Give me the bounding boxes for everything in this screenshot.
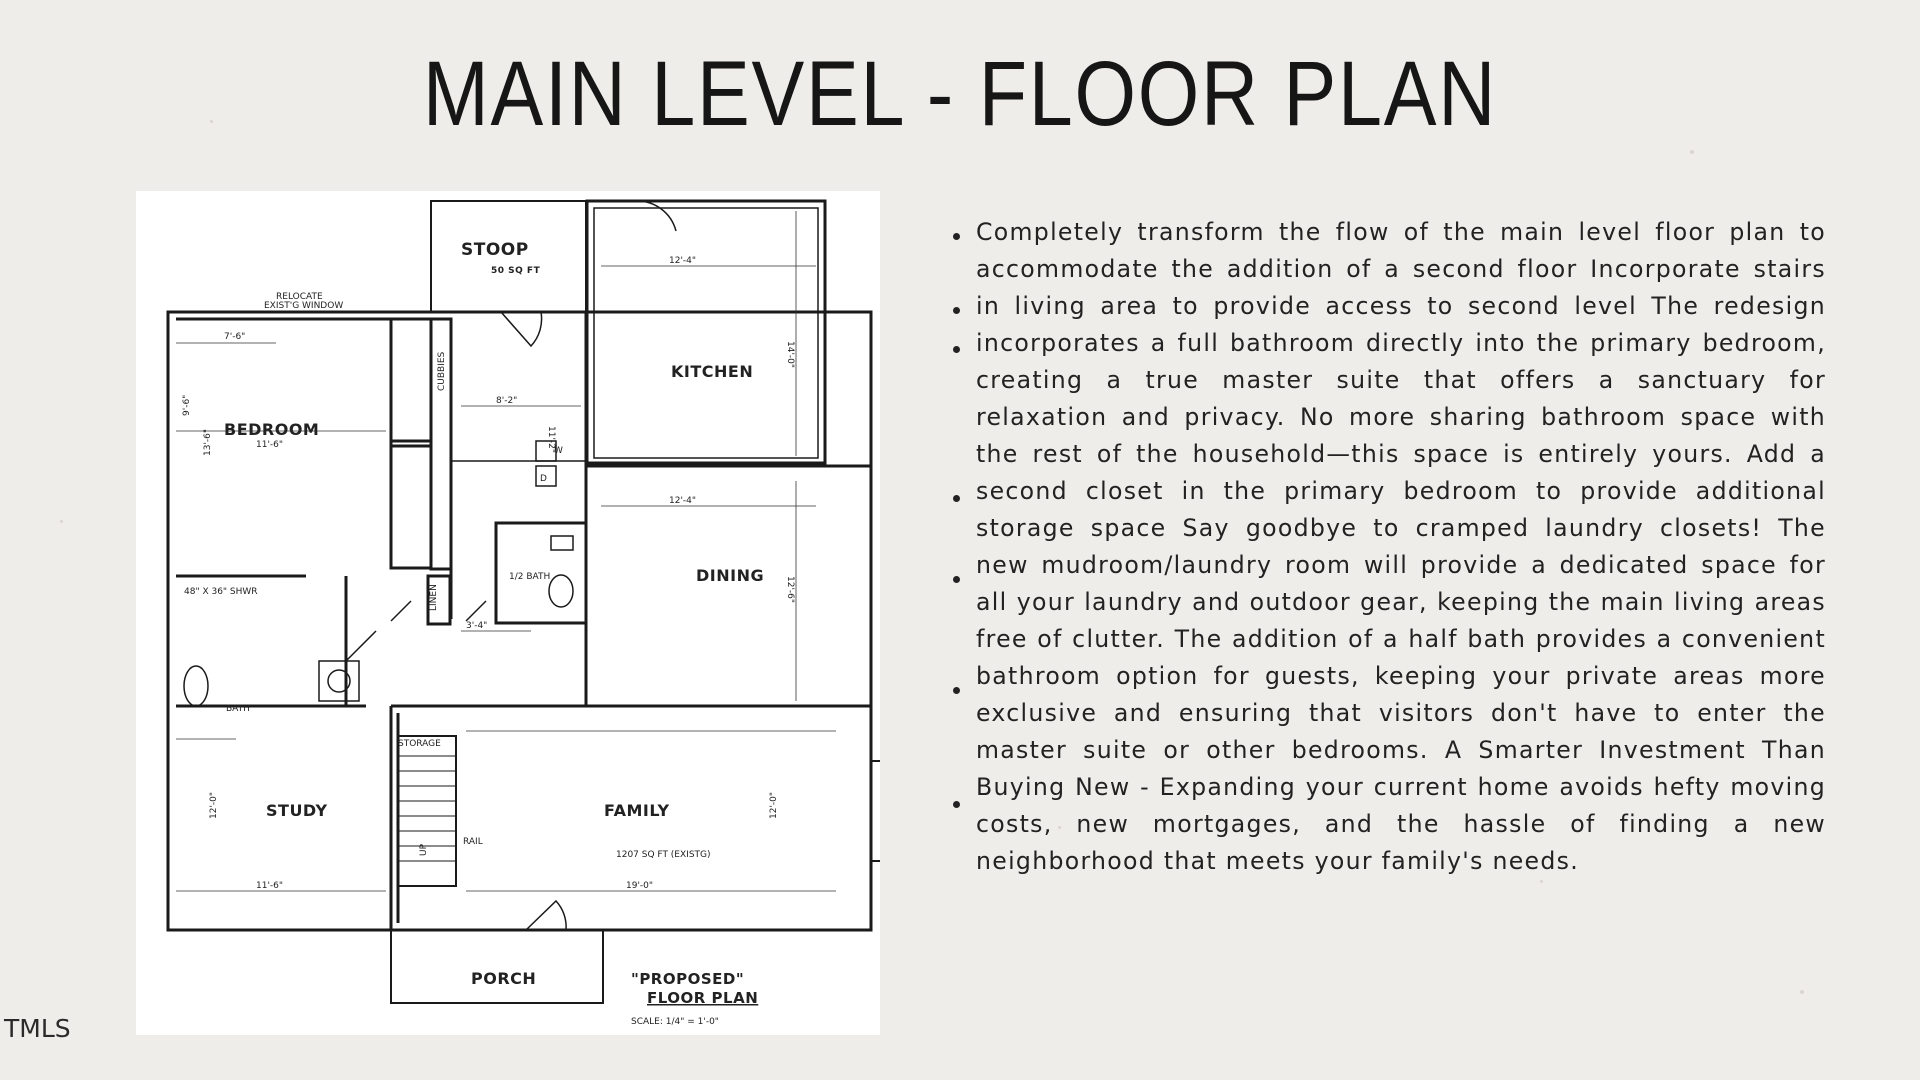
dim-mudroom-depth: 11'-2" bbox=[546, 426, 556, 454]
dim-family-depth: 12'-0" bbox=[769, 791, 779, 819]
bullet-point bbox=[953, 801, 960, 808]
dim-study-width: 11'-6" bbox=[256, 881, 284, 891]
paper-speck bbox=[1540, 880, 1543, 883]
label-relocate-window: RELOCATE bbox=[276, 292, 323, 302]
dim-washer: W bbox=[554, 446, 563, 456]
exterior-walls bbox=[168, 312, 871, 930]
bullet-point bbox=[953, 233, 960, 240]
label-cubbies: CUBBIES bbox=[437, 351, 447, 391]
label-family: FAMILY bbox=[604, 801, 670, 820]
floor-plan-image bbox=[136, 191, 880, 1035]
label-existing-window: EXIST'G WINDOW bbox=[264, 301, 344, 311]
label-study: STUDY bbox=[266, 801, 328, 820]
label-family-area: 1207 SQ FT (EXISTG) bbox=[616, 850, 711, 860]
dim-bedroom-depth-b: 13'-6" bbox=[203, 428, 213, 456]
dim-dining-width: 12'-4" bbox=[669, 496, 697, 506]
paper-speck bbox=[60, 520, 63, 523]
bullet-point bbox=[953, 576, 960, 583]
dim-kitchen-depth: 14'-0" bbox=[785, 341, 795, 369]
dim-family-width: 19'-0" bbox=[626, 881, 654, 891]
paper-speck bbox=[1800, 990, 1804, 994]
label-up: UP bbox=[419, 843, 429, 856]
dim-study-depth: 12'-0" bbox=[209, 791, 219, 819]
description-text: Completely transform the flow of the main level floor plan to accommodate the addition of a second floor Incorporate stairs in living area to provide access to second level The redesign incorporates a full bathroom directly into the primary bedroom, creating a true master suite that offers a sanctuary for relaxation and privacy. No more sharing bathroom space with the rest of the household—this space is entirely yours. Add a second closet in the primary bedroom to provide additional storage space Say goodbye to cramped laundry closets! The new mudroom/laundry room will provide a dedicated space for all your laundry and outdoor gear, keeping the main living areas free of clutter. The addition of a half bath provides a convenient bathroom option for guests, keeping your private areas more exclusive and ensuring that visitors don't have to enter the master suite or other bedrooms. A Smarter Investment Than Buying New - Expanding your current home avoids hefty moving costs, new mortgages, and the hassle of finding a new neighborhood that meets your family's needs. bbox=[976, 218, 1826, 875]
label-bath: BATH bbox=[226, 704, 250, 714]
dim-kitchen-width: 12'-4" bbox=[669, 256, 697, 266]
label-proposed: "PROPOSED" bbox=[631, 970, 745, 988]
label-floor-plan: FLOOR PLAN bbox=[647, 989, 759, 1007]
label-linen: LINEN bbox=[429, 584, 439, 611]
page-title: MAIN LEVEL - FLOOR PLAN bbox=[422, 43, 1498, 145]
dim-mudroom-width: 8'-2" bbox=[496, 396, 518, 406]
label-kitchen: KITCHEN bbox=[671, 362, 754, 381]
dim-dining-depth: 12'-6" bbox=[785, 576, 795, 604]
kitchen-walls bbox=[587, 201, 825, 463]
dim-bedroom-closet: 7'-6" bbox=[224, 332, 246, 342]
label-rail: RAIL bbox=[463, 837, 483, 847]
bullet-point bbox=[953, 495, 960, 502]
label-scale: SCALE: 1/4" = 1'-0" bbox=[631, 1017, 719, 1027]
paper-speck bbox=[1690, 150, 1694, 154]
label-half-bath: 1/2 BATH bbox=[509, 572, 551, 582]
bullet-point bbox=[953, 346, 960, 353]
dim-bedroom-depth-a: 9'-6" bbox=[182, 394, 192, 416]
label-stoop: STOOP bbox=[461, 240, 529, 260]
floor-plan-drawing bbox=[136, 191, 880, 1035]
label-storage: STORAGE bbox=[398, 739, 441, 749]
label-dining: DINING bbox=[696, 566, 765, 585]
dim-hall-width: 3'-4" bbox=[466, 621, 488, 631]
bullet-point bbox=[953, 687, 960, 694]
label-porch: PORCH bbox=[471, 969, 537, 988]
label-stoop-area: 50 SQ FT bbox=[491, 266, 541, 276]
brand-logo-text: TMLS bbox=[4, 1014, 71, 1043]
dim-dryer: D bbox=[540, 474, 547, 484]
label-shower: 48" X 36" SHWR bbox=[184, 587, 258, 597]
bullet-point bbox=[953, 307, 960, 314]
label-bedroom: BEDROOM bbox=[224, 420, 320, 439]
dim-bedroom-width: 11'-6" bbox=[256, 440, 284, 450]
